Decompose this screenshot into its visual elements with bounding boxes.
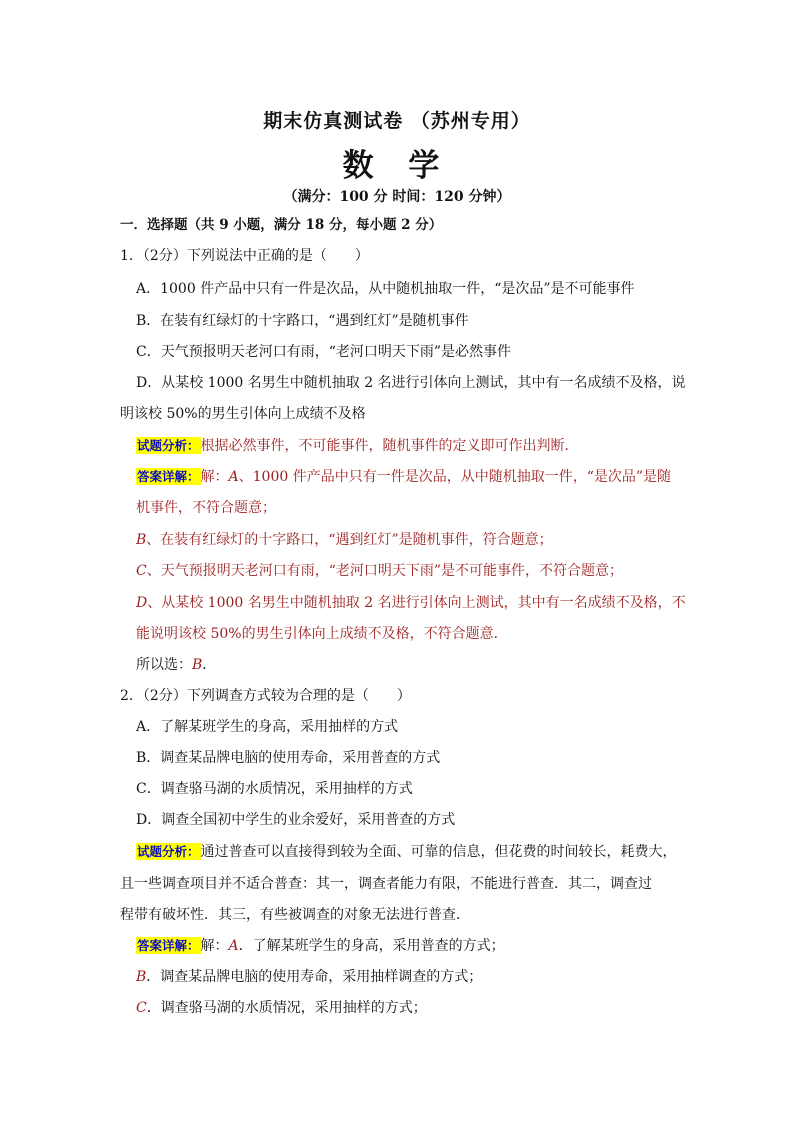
q2-option-b: B．调查某品牌电脑的使用寿命，采用普查的方式 [136,750,441,766]
q1-option-d-line2: 明该校 50%的男生引体向上成绩不及格 [120,406,366,422]
q2-analysis-text-1: 通过普查可以直接得到较为全面、可靠的信息，但花费的时间较长，耗费大， [200,844,677,860]
q2-analysis-line1 [136,842,677,862]
q1-answer-c [136,561,623,581]
exam-title: 期末仿真测试卷 （苏州专用） [263,110,531,132]
q2-answer-b [136,967,482,987]
q2-answer-letter-b: B [136,969,147,985]
answer-tag: 答案详解： [137,469,200,484]
q1-answer-letter-a: A [228,469,239,485]
q1-analysis [136,436,579,456]
q1-choose-end: ． [202,657,217,673]
q2-analysis-line2: 且一些调查项目并不适合普查：其一，调查者能力有限，不能进行普查．其二，调查过 [120,876,652,892]
q1-answer-letter-d: D [136,595,148,611]
q2-option-d: D．调查全国初中学生的业余爱好，采用普查的方式 [136,812,456,828]
q1-option-d-line1: D．从某校 1000 名男生中随机抽取 2 名进行引体向上测试，其中有一名成绩不及格，说 [136,375,686,391]
q1-option-c: C．天气预报明天老河口有雨，“老河口明天下雨”是必然事件 [136,344,512,360]
q2-option-c: C．调查骆马湖的水质情况，采用抽样的方式 [136,781,413,797]
q1-answer-b [136,530,553,550]
q1-answer-line2: 机事件，不符合题意； [136,500,276,516]
q2-answer-c-text: ．调查骆马湖的水质情况，采用抽样的方式； [146,1000,427,1016]
q1-answer-line1 [136,467,671,487]
answer-tag: 答案详解： [137,938,200,953]
q2-answer-b-text: ．调查某品牌电脑的使用寿命，采用抽样调查的方式； [146,969,483,985]
q1-answer-d-text: 、从某校 1000 名男生中随机抽取 2 名进行引体向上测试，其中有一名成绩不及格，不 [147,595,686,611]
q1-answer-letter-c: C [136,563,147,579]
q1-option-a: A．1000 件产品中只有一件是次品，从中随机抽取一件，“是次品”是不可能事件 [136,281,635,297]
q1-analysis-text: 根据必然事件，不可能事件，随机事件的定义即可作出判断． [200,438,579,454]
analysis-tag: 试题分析： [137,844,200,859]
q1-stem: 1．（2分）下列说法中正确的是（ ） [120,248,369,264]
q1-choose-letter: B [192,657,203,673]
q2-option-a: A．了解某班学生的身高，采用抽样的方式 [136,719,399,735]
q2-answer-lead: 解： [200,938,229,954]
q1-answer-c-text: 、天气预报明天老河口有雨，“老河口明天下雨”是不可能事件，不符合题意； [146,563,624,579]
section-heading: 一．选择题（共 9 小题，满分 18 分，每小题 2 分） [120,217,443,233]
q2-analysis-line3: 程带有破坏性．其三，有些被调查的对象无法进行普查． [120,907,470,923]
q1-answer-d-line2: 能说明该校 50%的男生引体向上成绩不及格，不符合题意． [136,626,508,642]
q1-choose-lead: 所以选： [136,657,192,673]
q1-answer-letter-b: B [136,532,147,548]
q1-option-b: B．在装有红绿灯的十字路口，“遇到红灯”是随机事件 [136,313,469,329]
q2-answer-c [136,998,427,1018]
q2-answer-letter-c: C [136,1000,147,1016]
q1-choose [136,655,216,675]
exam-meta: （满分：100 分 时间：120 分钟） [283,189,511,205]
analysis-tag: 试题分析： [137,438,200,453]
q2-answer-a [136,936,505,956]
q2-answer-letter-a: A [228,938,239,954]
q2-stem: 2．（2分）下列调查方式较为合理的是（ ） [120,688,411,704]
q1-answer-d-line1 [136,593,686,613]
subject-title: 数 学 [342,148,452,184]
q2-answer-a-text: ．了解某班学生的身高，采用普查的方式； [238,938,505,954]
q1-answer-b-text: 、在装有红绿灯的十字路口，“遇到红灯”是随机事件，符合题意； [146,532,553,548]
q1-answer-a-text: 、1000 件产品中只有一件是次品，从中随机抽取一件，“是次品”是随 [238,469,672,485]
q1-answer-lead: 解： [200,469,229,485]
